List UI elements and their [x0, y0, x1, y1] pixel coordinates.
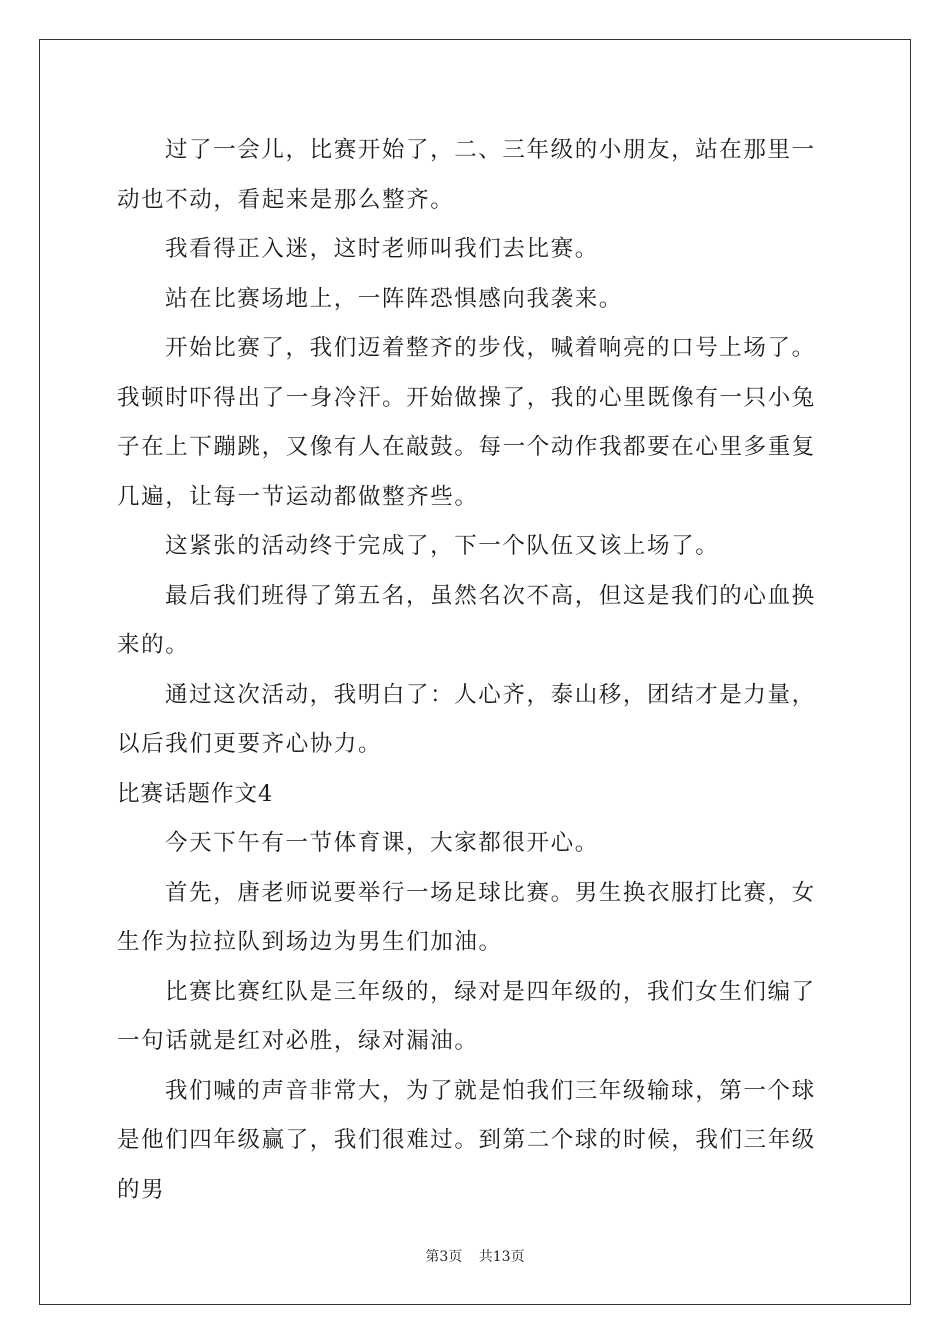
document-body — [117, 126, 833, 1215]
paragraph: 通过这次活动，我明白了：人心齐，泰山移，团结才是力量，以后我们更要齐心协力。 — [117, 681, 816, 757]
paragraph: 这紧张的活动终于完成了，下一个队伍又该上场了。 — [165, 533, 720, 559]
paragraph: 开始比赛了，我们迈着整齐的步伐，喊着响亮的口号上场了。我顿时吓得出了一身冷汗。开始做操了，我的心里既像有一只小兔子在上下蹦跳，又像有人在敲鼓。每一个动作我都要在心里多重复几遍，让每一节运动都做整齐些。 — [117, 335, 816, 510]
paragraph: 我们喊的声音非常大，为了就是怕我们三年级输球，第一个球是他们四年级赢了，我们很难过。到第二个球的时候，我们三年级的男 — [117, 1077, 816, 1203]
page-footer — [0, 1247, 950, 1267]
paragraph: 首先，唐老师说要举行一场足球比赛。男生换衣服打比赛，女生作为拉拉队到场边为男生们加油。 — [117, 879, 816, 955]
section-heading: 比赛话题作文4 — [117, 780, 274, 807]
page-number: 第3页 — [425, 1249, 463, 1265]
paragraph: 最后我们班得了第五名，虽然名次不高，但这是我们的心血换来的。 — [117, 582, 816, 658]
paragraph: 过了一会儿，比赛开始了，二、三年级的小朋友，站在那里一动也不动，看起来是那么整齐。 — [117, 137, 816, 213]
page-total: 共13页 — [478, 1249, 525, 1265]
paragraph: 站在比赛场地上，一阵阵恐惧感向我袭来。 — [165, 285, 623, 312]
paragraph: 今天下午有一节体育课，大家都很开心。 — [165, 830, 599, 856]
paragraph: 比赛比赛红队是三年级的，绿对是四年级的，我们女生们编了一句话就是红对必胜，绿对漏油。 — [117, 978, 816, 1054]
paragraph: 我看得正入迷，这时老师叫我们去比赛。 — [165, 236, 599, 262]
